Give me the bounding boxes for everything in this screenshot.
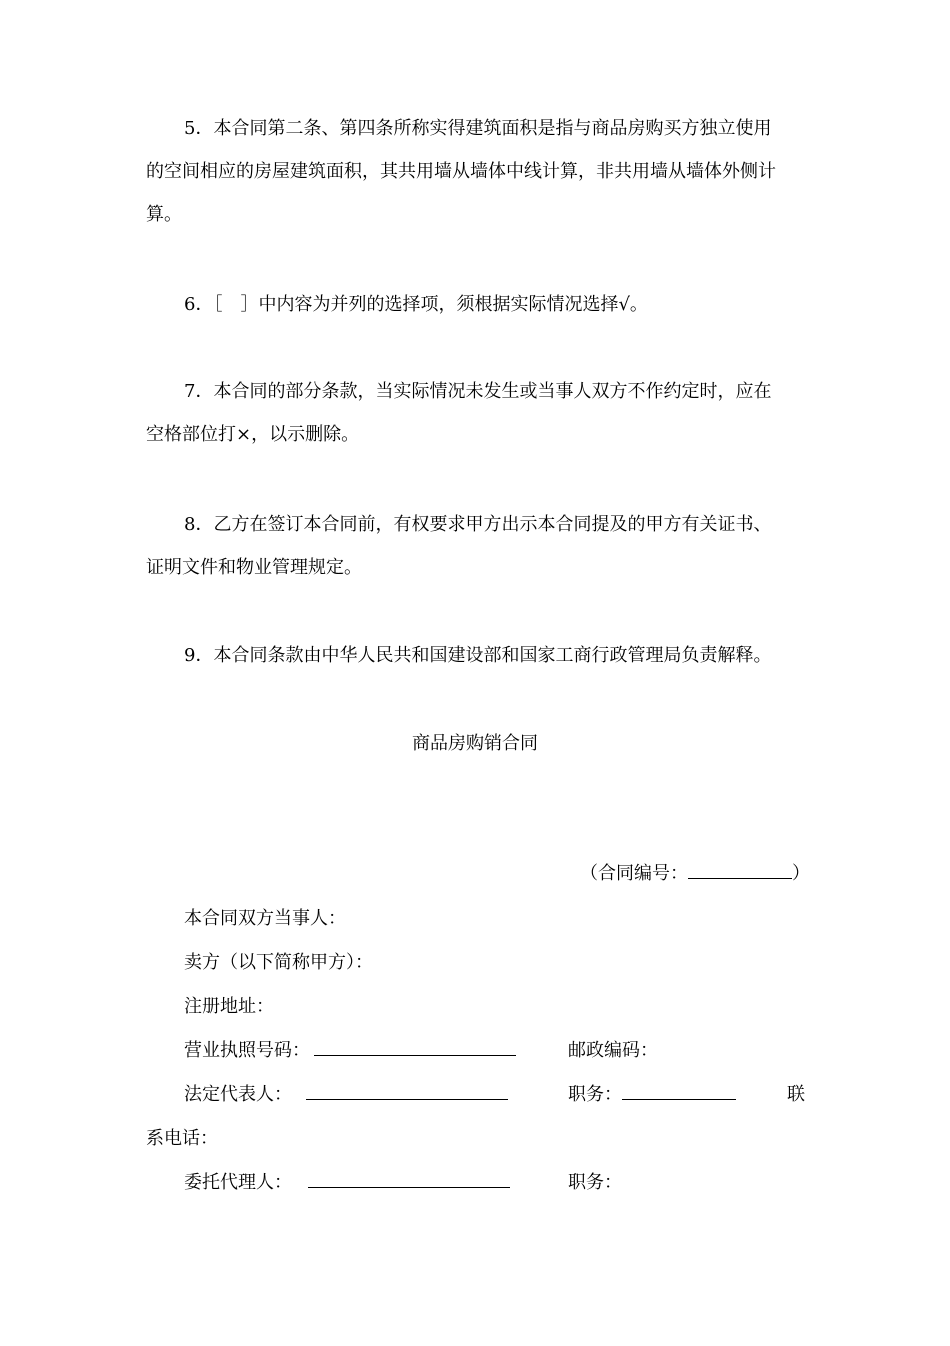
clause-9: 9．本合同条款由中华人民共和国建设部和国家工商行政管理局负责解释。 bbox=[184, 645, 772, 666]
postcode-label: 邮政编码： bbox=[568, 1040, 658, 1061]
agent-blank[interactable] bbox=[308, 1171, 510, 1188]
contact-label-end: 系电话： bbox=[146, 1128, 218, 1149]
clause-5-line-3: 算。 bbox=[146, 204, 182, 225]
agent-position-label: 职务： bbox=[568, 1172, 622, 1193]
license-line bbox=[184, 1039, 516, 1063]
contract-number-label: （合同编号： bbox=[580, 863, 688, 884]
position-blank[interactable] bbox=[622, 1083, 736, 1100]
address-label: 注册地址： bbox=[184, 996, 274, 1017]
seller-label: 卖方（以下简称甲方）： bbox=[184, 952, 373, 973]
clause-7-line-2: 空格部位打×，以示删除。 bbox=[146, 424, 360, 445]
clause-8-line-2: 证明文件和物业管理规定。 bbox=[146, 557, 362, 578]
license-blank[interactable] bbox=[314, 1039, 516, 1056]
parties-label: 本合同双方当事人： bbox=[184, 908, 346, 929]
contract-number-blank[interactable] bbox=[688, 862, 792, 879]
clause-6: 6．［ ］中内容为并列的选择项，须根据实际情况选择√。 bbox=[184, 294, 648, 315]
clause-5-line-2: 的空间相应的房屋建筑面积，其共用墙从墙体中线计算，非共用墙从墙体外侧计 bbox=[146, 161, 776, 182]
legal-rep-line bbox=[184, 1083, 508, 1107]
position-line bbox=[568, 1083, 736, 1107]
contract-number-line bbox=[580, 862, 810, 886]
contract-number-close: ） bbox=[792, 863, 810, 884]
contract-title: 商品房购销合同 bbox=[412, 733, 538, 754]
legal-rep-label: 法定代表人： bbox=[184, 1084, 292, 1105]
legal-rep-blank[interactable] bbox=[306, 1083, 508, 1100]
contact-label-start: 联 bbox=[787, 1084, 805, 1105]
agent-line bbox=[184, 1171, 510, 1195]
license-label: 营业执照号码： bbox=[184, 1040, 310, 1061]
clause-7-line-1: 7．本合同的部分条款，当实际情况未发生或当事人双方不作约定时，应在 bbox=[184, 381, 772, 402]
clause-8-line-1: 8．乙方在签订本合同前，有权要求甲方出示本合同提及的甲方有关证书、 bbox=[184, 514, 772, 535]
clause-5-line-1: 5．本合同第二条、第四条所称实得建筑面积是指与商品房购买方独立使用 bbox=[184, 118, 772, 139]
agent-label: 委托代理人： bbox=[184, 1172, 292, 1193]
position-label: 职务： bbox=[568, 1084, 622, 1105]
